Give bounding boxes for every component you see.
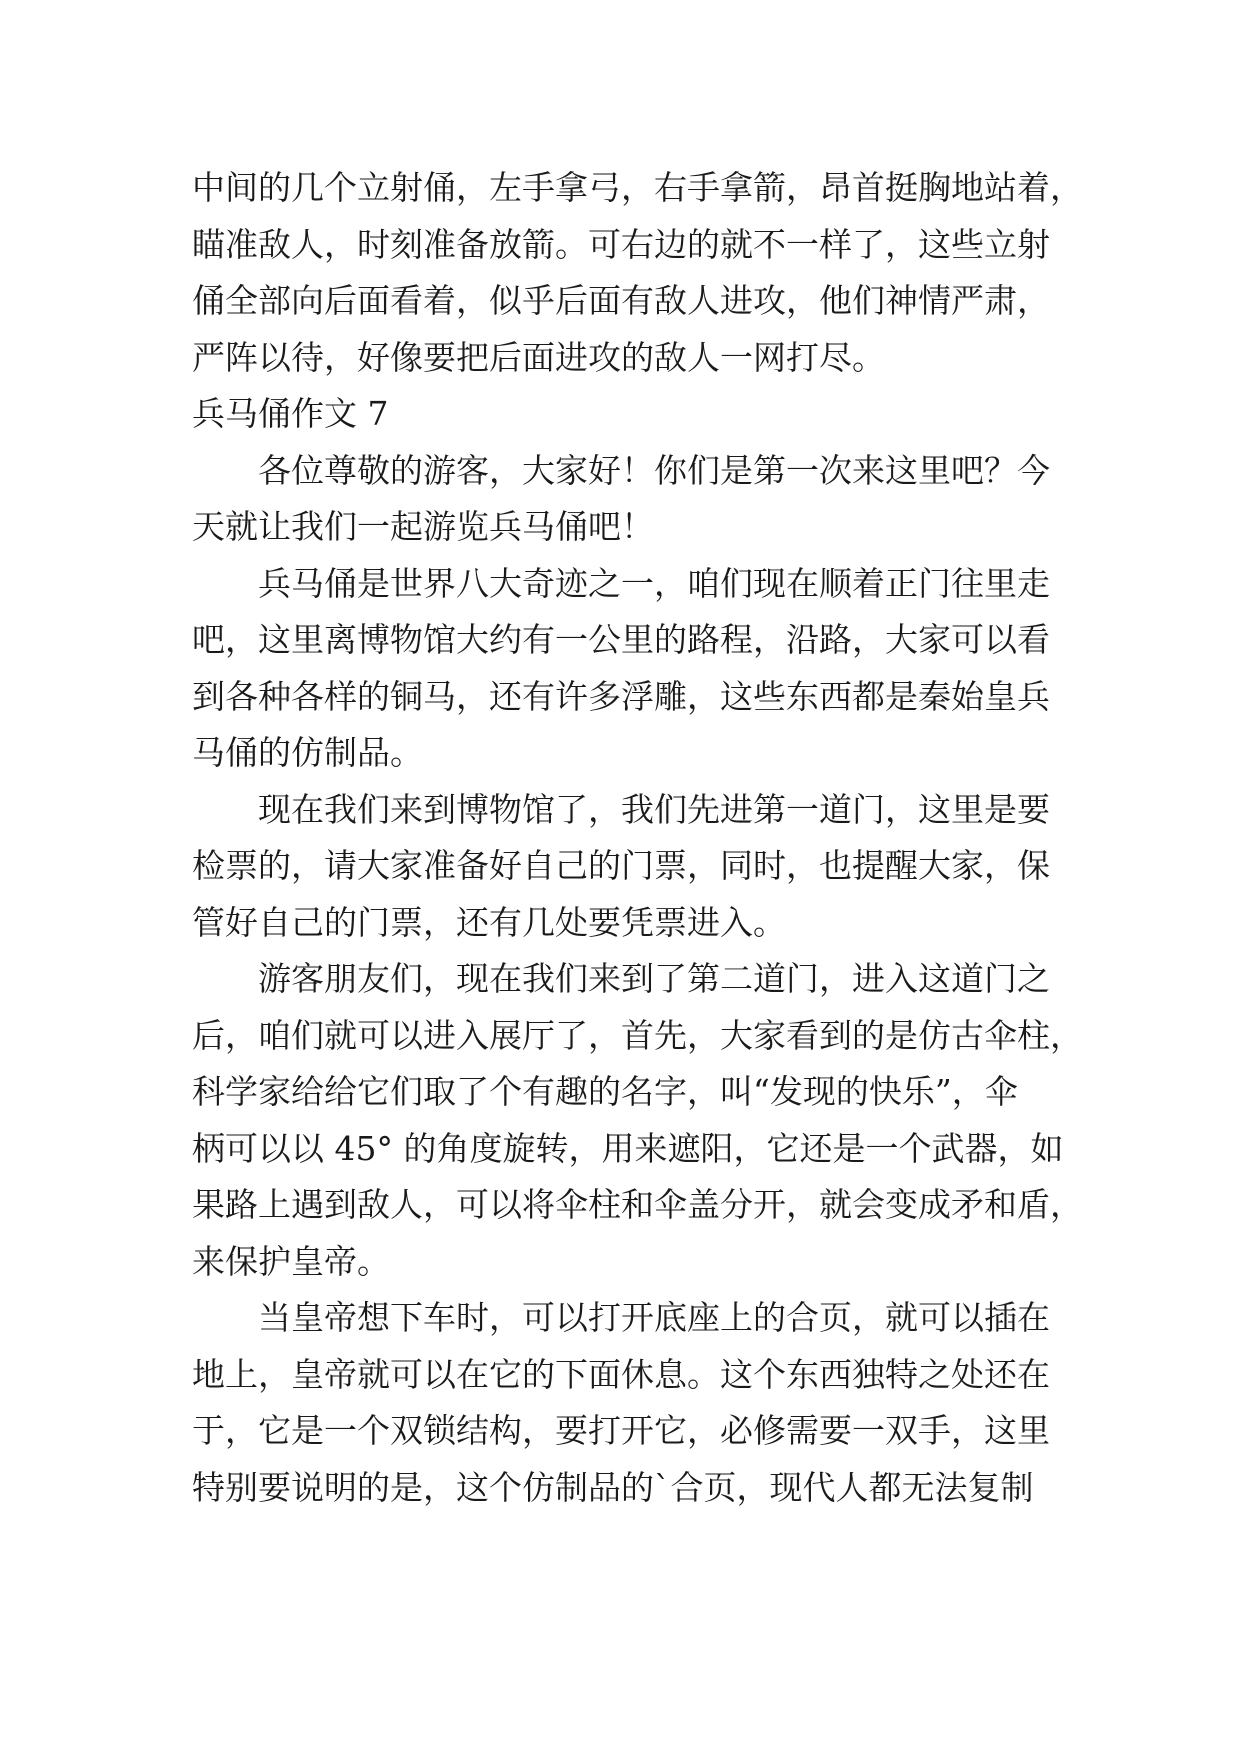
text-line: 游客朋友们，现在我们来到了第二道门，进入这道门之 (258, 959, 1050, 998)
document-body (192, 160, 1083, 1516)
text-line: 马俑的仿制品。 (192, 733, 423, 772)
text-line: 瞄准敌人，时刻准备放箭。可右边的就不一样了，这些立射 (192, 224, 1050, 264)
text-line: 检票的，请大家准备好自己的门票，同时，也提醒大家，保 (192, 846, 1050, 885)
text-line: 来保护皇帝。 (192, 1241, 390, 1281)
section-heading: 兵马俑作文 7 (192, 394, 389, 433)
text-line: 柄可以以 45° 的角度旋转，用来遮阳，它还是一个武器，如 (192, 1128, 1064, 1168)
text-line: 地上，皇帝就可以在它的下面休息。这个东西独特之处还在 (192, 1354, 1050, 1394)
text-line: 到各种各样的铜马，还有许多浮雕，这些东西都是秦始皇兵 (192, 676, 1050, 716)
text-line: 各位尊敬的游客，大家好！你们是第一次来这里吧？今 (258, 450, 1050, 490)
text-line: 果路上遇到敌人，可以将伞柱和伞盖分开，就会变成矛和盾， (192, 1185, 1083, 1224)
text-line: 后，咱们就可以进入展厅了，首先，大家看到的是仿古伞柱， (192, 1015, 1083, 1055)
text-line: 现在我们来到博物馆了，我们先进第一道门，这里是要 (258, 789, 1050, 829)
text-line: 兵马俑是世界八大奇迹之一，咱们现在顺着正门往里走 (258, 563, 1050, 603)
text-line: 中间的几个立射俑，左手拿弓，右手拿箭，昂首挺胸地站着， (192, 168, 1083, 207)
text-line: 管好自己的门票，还有几处要凭票进入。 (192, 902, 786, 942)
text-line: 特别要说明的是，这个仿制品的`合页，现代人都无法复制 (192, 1467, 1034, 1507)
text-line: 吧，这里离博物馆大约有一公里的路程，沿路，大家可以看 (192, 620, 1050, 659)
text-line: 俑全部向后面看着，似乎后面有敌人进攻，他们神情严肃， (192, 281, 1050, 320)
text-line: 当皇帝想下车时，可以打开底座上的合页，就可以插在 (258, 1298, 1050, 1337)
text-line: 天就让我们一起游览兵马俑吧！ (192, 507, 654, 546)
text-line: 科学家给给它们取了个有趣的名字，叫“发现的快乐”，伞 (192, 1072, 1018, 1111)
text-line: 严阵以待，好像要把后面进攻的敌人一网打尽。 (192, 337, 885, 377)
text-line: 于，它是一个双锁结构，要打开它，必修需要一双手，这里 (192, 1411, 1050, 1450)
